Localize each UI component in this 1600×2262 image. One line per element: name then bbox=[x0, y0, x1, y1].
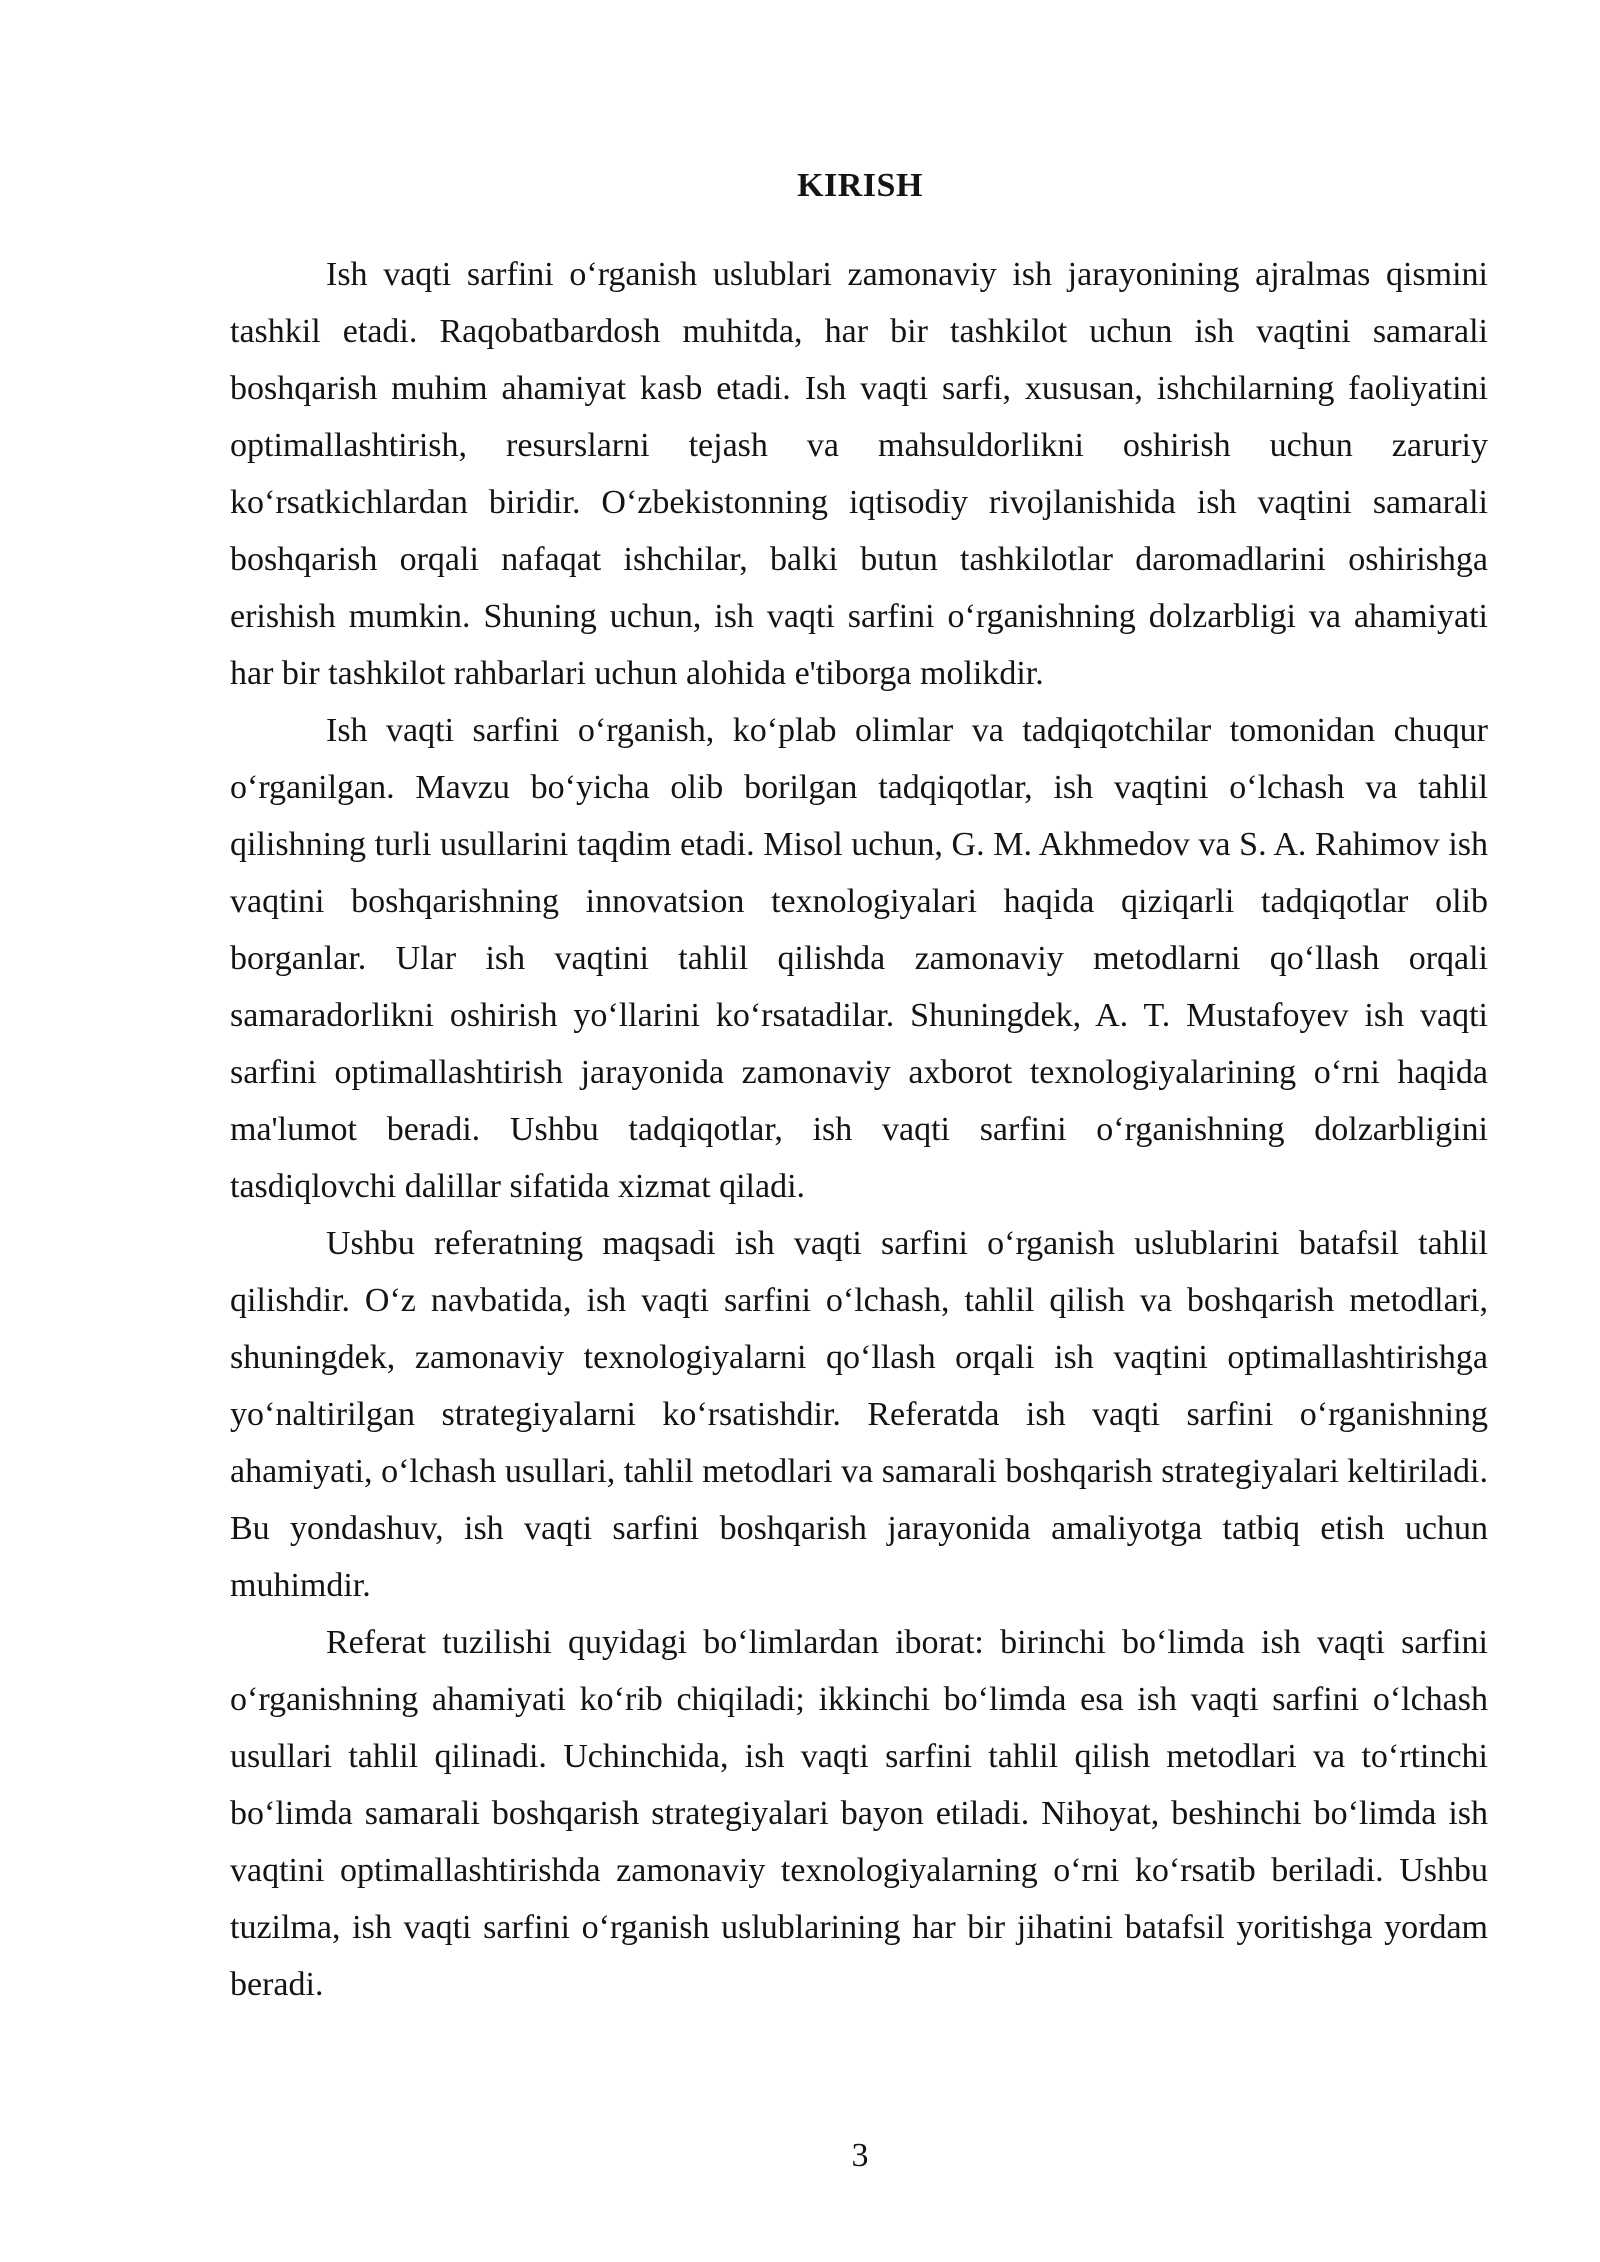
body-text bbox=[230, 246, 1488, 2013]
paragraph-2: Ish vaqti sarfini oʻrganish, koʻplab olimlar va tadqiqotchilar tomonidan chuqur oʻrganilgan. Mavzu boʻyicha olib borilgan tadqiqotlar, ish vaqtini oʻlchash va tahlil qilishning turli usullarini taqdim etadi. Misol uchun, G. M. Akhmedov va S. A. Rahimov ish vaqtini boshqarishning innovatsion texnologiyalari haqida qiziqarli tadqiqotlar olib borganlar. Ular ish vaqtini tahlil qilishda zamonaviy metodlarni qoʻllash orqali samaradorlikni oshirish yoʻllarini koʻrsatadilar. Shuningdek, A. T. Mustafoyev ish vaqti sarfini optimallashtirish jarayonida zamonaviy axborot texnologiyalarining oʻrni haqida ma'lumot beradi. Ushbu tadqiqotlar, ish vaqti sarfini oʻrganishning dolzarbligini tasdiqlovchi dalillar sifatida xizmat qiladi. bbox=[230, 712, 1488, 1205]
page-number: 3 bbox=[851, 2137, 869, 2174]
page-title: KIRISH bbox=[797, 167, 923, 204]
paragraph-3: Ushbu referatning maqsadi ish vaqti sarfini oʻrganish uslublarini batafsil tahlil qilishdir. Oʻz navbatida, ish vaqti sarfini oʻlchash, tahlil qilish va boshqarish metodlari, shuningdek, zamonaviy texnologiyalarni qoʻllash orqali ish vaqtini optimallashtirishga yoʻnaltirilgan strategiyalarni koʻrsatishdir. Referatda ish vaqti sarfini oʻrganishning ahamiyati, oʻlchash usullari, tahlil metodlari va samarali boshqarish strategiyalari keltiriladi. Bu yondashuv, ish vaqti sarfini boshqarish jarayonida amaliyotga tatbiq etish uchun muhimdir. bbox=[230, 1225, 1488, 1604]
paragraph-4: Referat tuzilishi quyidagi boʻlimlardan iborat: birinchi boʻlimda ish vaqti sarfini oʻrganishning ahamiyati koʻrib chiqiladi; ikkinchi boʻlimda esa ish vaqti sarfini oʻlchash usullari tahlil qilinadi. Uchinchida, ish vaqti sarfini tahlil qilish metodlari va toʻrtinchi boʻlimda samarali boshqarish strategiyalari bayon etiladi. Nihoyat, beshinchi boʻlimda ish vaqtini optimallashtirishda zamonaviy texnologiyalarning oʻrni koʻrsatib beriladi. Ushbu tuzilma, ish vaqti sarfini oʻrganish uslublarining har bir jihatini batafsil yoritishga yordam beradi. bbox=[230, 1624, 1488, 2003]
paragraph-1: Ish vaqti sarfini oʻrganish uslublari zamonaviy ish jarayonining ajralmas qismini tashkil etadi. Raqobatbardosh muhitda, har bir tashkilot uchun ish vaqtini samarali boshqarish muhim ahamiyat kasb etadi. Ish vaqti sarfi, xususan, ishchilarning faoliyatini optimallashtirish, resurslarni tejash va mahsuldorlikni oshirish uchun zaruriy koʻrsatkichlardan biridir. Oʻzbekistonning iqtisodiy rivojlanishida ish vaqtini samarali boshqarish orqali nafaqat ishchilar, balki butun tashkilotlar daromadlarini oshirishga erishish mumkin. Shuning uchun, ish vaqti sarfini oʻrganishning dolzarbligi va ahamiyati har bir tashkilot rahbarlari uchun alohida e'tiborga molikdir. bbox=[230, 256, 1488, 692]
